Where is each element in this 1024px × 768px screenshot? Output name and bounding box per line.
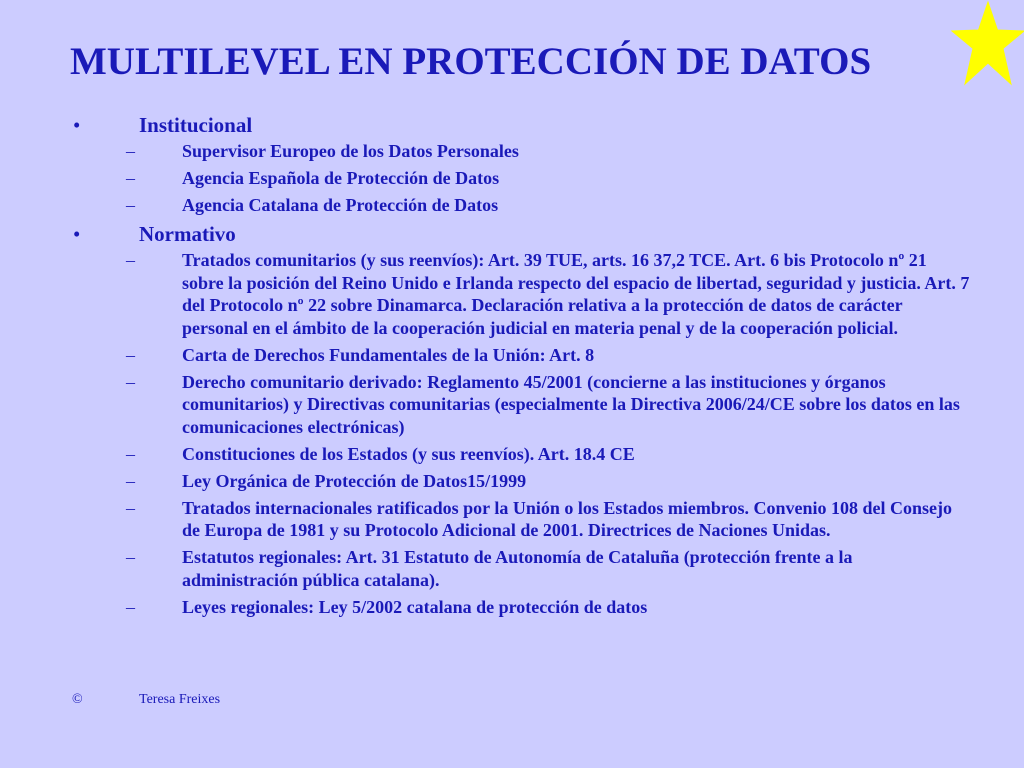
dash: – [126,547,135,567]
list-item-text: Tratados internacionales ratificados por la Unión o los Estados miembros. Convenio 108 del Consejo de Europa de 1981 y su Protocolo Adicional de 2001. Directrices de Naciones Unidas. [182,497,953,540]
copyright-symbol: © [72,692,83,707]
list-item-text: Leyes regionales: Ley 5/2002 catalana de protección de datos [182,596,648,617]
list-item [0,546,972,591]
dash: – [126,141,135,161]
dash: – [126,497,135,518]
section-heading-normativo [0,221,1024,247]
list-item [0,596,972,619]
list-item [0,140,972,163]
list-item-text: Agencia Catalana de Protección de Datos [182,195,499,215]
author-name: Teresa Freixes [139,692,221,707]
list-item [0,167,972,190]
list-item-text: Carta de Derechos Fundamentales de la Unión: Art. 8 [182,344,595,365]
dash: – [126,344,135,365]
list-item [0,443,972,466]
bullet: • [73,222,81,246]
star-icon [951,0,1024,88]
dash: – [126,168,135,188]
list-item [0,470,972,493]
list-item-text: Tratados comunitarios (y sus reenvíos): Art. 39 TUE, arts. 16 37,2 TCE. Art. 6 bis Protocolo nº 21 sobre la posición del Reino Unido e Irlanda respecto del espacio de libertad, seguridad y justicia. Art. 7 del Protocolo nº 22 sobre Dinamarca. Declaración relativa a la protección de datos de carácter personal en el ámbito de la cooperación judicial en materia penal y de la cooperación policial. [182,250,970,338]
dash: – [126,470,135,491]
dash: – [126,250,135,270]
list-item-text: Ley Orgánica de Protección de Datos15/1999 [182,470,527,491]
list-item-text: Estatutos regionales: Art. 31 Estatuto de Autonomía de Cataluña (protección frente a la administración pública catalana). [182,547,853,590]
dash: – [126,443,135,464]
slide-title: MULTILEVEL EN PROTECCIÓN DE DATOS [70,40,872,83]
dash: – [126,195,135,215]
list-item-text: Constituciones de los Estados (y sus reenvíos). Art. 18.4 CE [182,443,635,464]
list-item [0,249,972,339]
bullet: • [73,113,81,137]
list-item [0,194,972,217]
slide-content [0,112,1024,623]
list-item [0,344,972,367]
dash: – [126,371,135,392]
section-heading-label: Normativo [139,222,236,246]
list-item [0,497,972,542]
list-item-text: Agencia Española de Protección de Datos [182,168,500,188]
section-heading-institucional [0,112,1024,138]
section-heading-label: Institucional [139,113,253,137]
list-item-text: Supervisor Europeo de los Datos Personales [182,141,519,161]
dash: – [126,596,135,617]
list-item-text: Derecho comunitario derivado: Reglamento 45/2001 (concierne a las instituciones y órganos comunitarios) y Directivas comunitarias (especialmente la Directiva 2006/24/CE sobre los datos en las comunicaciones electrónicas) [182,371,960,437]
list-item [0,371,972,439]
